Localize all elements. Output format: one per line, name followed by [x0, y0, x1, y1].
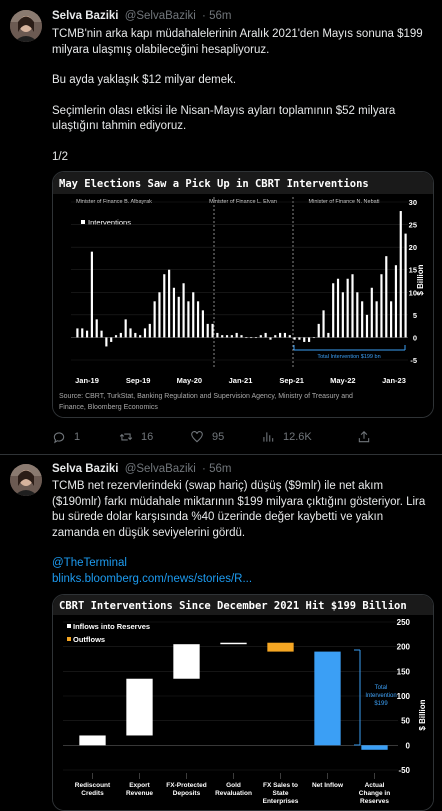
avatar-image — [10, 464, 42, 496]
chart-1 — [53, 172, 434, 418]
bar — [342, 292, 344, 337]
like-button[interactable] — [190, 430, 224, 444]
bar — [91, 252, 93, 338]
y-tick-label: 20 — [408, 243, 417, 253]
bar — [327, 333, 329, 338]
bar — [390, 301, 392, 337]
x-tick-label: Enterprises — [262, 798, 299, 805]
bar — [385, 256, 387, 337]
share-icon — [357, 430, 371, 444]
bar — [154, 301, 156, 337]
bar — [380, 274, 382, 337]
chart-2 — [53, 595, 434, 811]
tweet-text — [52, 27, 432, 165]
tweet-paragraph: TCMB net rezervlerindeki (swap hariç) düşüş ($9mlr) ile net akım ($190mlr) farkı müdahale miktarının $199 milyara çıktığını gösteriyor. Lira bu sürede dolar karşısında %40 üzerinde değer kaybetti ve yakın zamanda en düşük seviyelerini gördü. — [52, 480, 426, 539]
legend-swatch-inflows — [67, 624, 71, 628]
minister-label-nebati: Minister of Finance N. Nebati — [308, 199, 380, 205]
url-link[interactable]: blinks.bloomberg.com/news/stories/R... — [52, 572, 253, 585]
bar — [236, 333, 238, 338]
x-tick-label: Sep-19 — [125, 376, 151, 385]
x-tick-label: May-20 — [176, 376, 203, 385]
views-icon — [261, 430, 275, 444]
bar — [129, 328, 131, 337]
y-tick-label: 25 — [408, 220, 417, 230]
bar — [351, 274, 353, 337]
tweet-header: Selva Baziki @SelvaBaziki · 56m — [52, 463, 232, 475]
x-tick-label: Jan-19 — [75, 376, 99, 385]
like-count: 95 — [212, 431, 225, 443]
bar — [366, 315, 368, 338]
bar — [149, 324, 151, 338]
x-tick-label: Jan-21 — [228, 376, 253, 385]
bar — [178, 297, 180, 338]
tweet-paragraph: 1/2 — [52, 150, 68, 163]
x-tick-label: Revaluation — [215, 790, 252, 797]
bar — [81, 328, 83, 337]
bar — [158, 292, 160, 337]
y-tick-label: -5 — [410, 356, 417, 365]
bar — [134, 333, 136, 338]
tweet-paragraph: Seçimlerin olası etkisi ile Nisan-Mayıs ayları toplamının $52 milyara ulaştığını tahmin ediyoruz. — [52, 104, 396, 132]
bar — [284, 333, 286, 338]
views-count: 12.6K — [283, 431, 312, 443]
timestamp[interactable]: 56m — [209, 10, 232, 22]
y-tick-label: 5 — [412, 310, 417, 320]
bar — [216, 333, 218, 338]
x-tick-label: Credits — [81, 790, 104, 797]
bar — [279, 333, 281, 338]
bar — [221, 335, 223, 337]
bar — [168, 270, 170, 338]
avatar[interactable] — [10, 464, 42, 496]
y-tick-label: 0 — [412, 333, 417, 343]
bar — [207, 324, 209, 338]
x-tick-label: FX Sales to — [262, 782, 299, 789]
bar — [202, 310, 204, 337]
tweet-paragraph: Bu ayda yaklaşık $12 milyar demek. — [52, 74, 237, 86]
bar — [337, 279, 339, 338]
bar — [105, 337, 107, 346]
y-tick-label: 200 — [396, 642, 410, 652]
y-axis-label: $ Billion — [416, 264, 425, 296]
legend-swatch-outflows — [67, 637, 71, 641]
bar — [303, 337, 305, 342]
x-tick-label: Rediscount — [74, 782, 111, 789]
reply-count: 1 — [74, 431, 81, 443]
y-tick-label: 250 — [396, 618, 410, 627]
bar — [294, 337, 296, 339]
x-tick-label: Gold — [226, 782, 241, 789]
x-tick-label: State — [272, 790, 289, 797]
y-tick-label: 100 — [396, 692, 410, 701]
x-tick-label: Net Inflow — [311, 782, 344, 789]
bar — [274, 335, 276, 337]
mention-link[interactable]: @TheTerminal — [52, 557, 127, 569]
bar — [356, 292, 358, 337]
bar — [100, 331, 102, 338]
legend-label-inflows: Inflows into Reserves — [73, 622, 151, 631]
bar — [96, 319, 98, 337]
chart-card-1[interactable] — [52, 171, 434, 418]
bar — [255, 337, 257, 338]
tweet-paragraph: TCMB'nin arka kapı müdahalelerinin Aralık 2021'den Mayıs sonuna $199 milyara ulaşmış olabileceğini hesapliyoruz. — [52, 28, 423, 56]
bar — [120, 333, 122, 338]
bar — [240, 335, 242, 337]
share-button[interactable] — [357, 430, 379, 444]
bar — [144, 328, 146, 337]
total-annotation-3: $199 — [374, 701, 388, 707]
waterfall-bar — [267, 643, 293, 652]
retweet-icon — [119, 430, 133, 444]
tweet-header: Selva Baziki @SelvaBaziki · 56m — [52, 10, 232, 22]
bar — [173, 288, 175, 338]
author-handle[interactable]: @SelvaBaziki — [124, 10, 196, 22]
tweet-text — [52, 479, 432, 587]
x-tick-label: Actual — [364, 782, 385, 789]
retweet-count: 16 — [141, 431, 154, 443]
bar — [226, 335, 228, 337]
legend-label: Interventions — [88, 218, 131, 227]
author-name[interactable]: Selva Baziki — [52, 10, 119, 22]
waterfall-bar — [314, 652, 340, 746]
bar — [260, 335, 262, 337]
x-tick-label: Sep-21 — [279, 376, 304, 385]
x-tick-label: Export — [129, 782, 150, 789]
x-tick-label: FX-Protected — [166, 782, 207, 789]
bar — [308, 337, 310, 342]
y-tick-label: 150 — [396, 667, 410, 677]
tweet-2[interactable] — [0, 455, 442, 811]
chart-1-title: May Elections Saw a Pick Up in CBRT Interventions — [59, 178, 369, 190]
bar — [298, 337, 300, 339]
bar — [245, 337, 247, 338]
bar — [125, 319, 127, 337]
bar — [187, 301, 189, 337]
minister-label-elvan: Minister of Finance L. Elvan — [209, 199, 277, 205]
total-annotation: Total Intervention $199 bn — [317, 354, 381, 360]
x-tick-label: May-22 — [330, 376, 356, 385]
bar — [231, 335, 233, 337]
bar — [395, 265, 397, 337]
author-name[interactable]: Selva Baziki — [52, 463, 119, 475]
bar — [110, 337, 112, 342]
retweet-button[interactable] — [119, 430, 153, 444]
chart-source-line2: Finance, Bloomberg Economics — [59, 404, 158, 411]
bar — [76, 328, 78, 337]
x-tick-label: Reserves — [360, 798, 389, 805]
y-tick-label: 30 — [408, 198, 417, 207]
tweet-actions — [52, 430, 432, 446]
chart-card-2[interactable] — [52, 594, 434, 811]
timestamp[interactable]: 56m — [209, 463, 232, 475]
waterfall-bar — [173, 644, 199, 679]
y-axis-label: $ Billion — [418, 699, 427, 731]
bar — [163, 274, 165, 337]
bar — [361, 301, 363, 337]
bar — [197, 301, 199, 337]
author-handle[interactable]: @SelvaBaziki — [124, 463, 196, 475]
bar — [192, 292, 194, 337]
bar — [347, 279, 349, 338]
heart-icon — [190, 430, 204, 444]
y-tick-label: 15 — [408, 265, 417, 275]
y-tick-label: 10 — [408, 288, 417, 298]
bar — [332, 283, 334, 337]
bar — [86, 331, 88, 338]
bar — [371, 288, 373, 338]
bar — [289, 335, 291, 337]
bar — [400, 211, 402, 337]
legend-swatch — [81, 220, 85, 224]
bar — [269, 337, 271, 339]
waterfall-bar — [79, 735, 105, 745]
waterfall-bar — [361, 745, 387, 749]
bar — [211, 324, 213, 338]
reply-icon — [52, 430, 66, 444]
total-annotation-2: Intervention — [365, 693, 397, 699]
reply-button[interactable] — [52, 430, 80, 444]
views-button[interactable] — [261, 430, 312, 444]
bar — [376, 301, 378, 337]
bar — [139, 335, 141, 337]
x-tick-label: Change in — [358, 790, 391, 797]
waterfall-bar — [126, 679, 152, 736]
bar — [313, 337, 315, 338]
y-tick-label: -50 — [398, 766, 410, 775]
y-tick-label: 0 — [405, 741, 410, 751]
x-tick-label: Deposits — [172, 790, 201, 797]
bar — [405, 234, 407, 338]
legend-label-outflows: Outflows — [73, 635, 106, 644]
x-tick-label: Jan-23 — [382, 376, 406, 385]
waterfall-bar — [220, 643, 246, 644]
minister-label-albayrak: Minister of Finance B. Albayrak — [76, 199, 152, 205]
bar — [115, 335, 117, 337]
avatar-image — [10, 10, 42, 42]
total-annotation-1: Total — [374, 685, 388, 691]
bar — [318, 324, 320, 338]
bar — [183, 283, 185, 337]
chart-source-line1: Source: CBRT, TurkStat, Banking Regulation and Supervision Agency, Ministry of Treasury and — [59, 393, 353, 400]
chart-2-title: CBRT Interventions Since December 2021 Hit $199 Billion — [59, 600, 407, 612]
bar — [322, 310, 324, 337]
bar — [250, 337, 252, 338]
y-tick-label: 50 — [401, 716, 410, 726]
bar — [265, 333, 267, 338]
avatar[interactable] — [10, 10, 42, 42]
x-tick-label: Revenue — [125, 790, 154, 797]
